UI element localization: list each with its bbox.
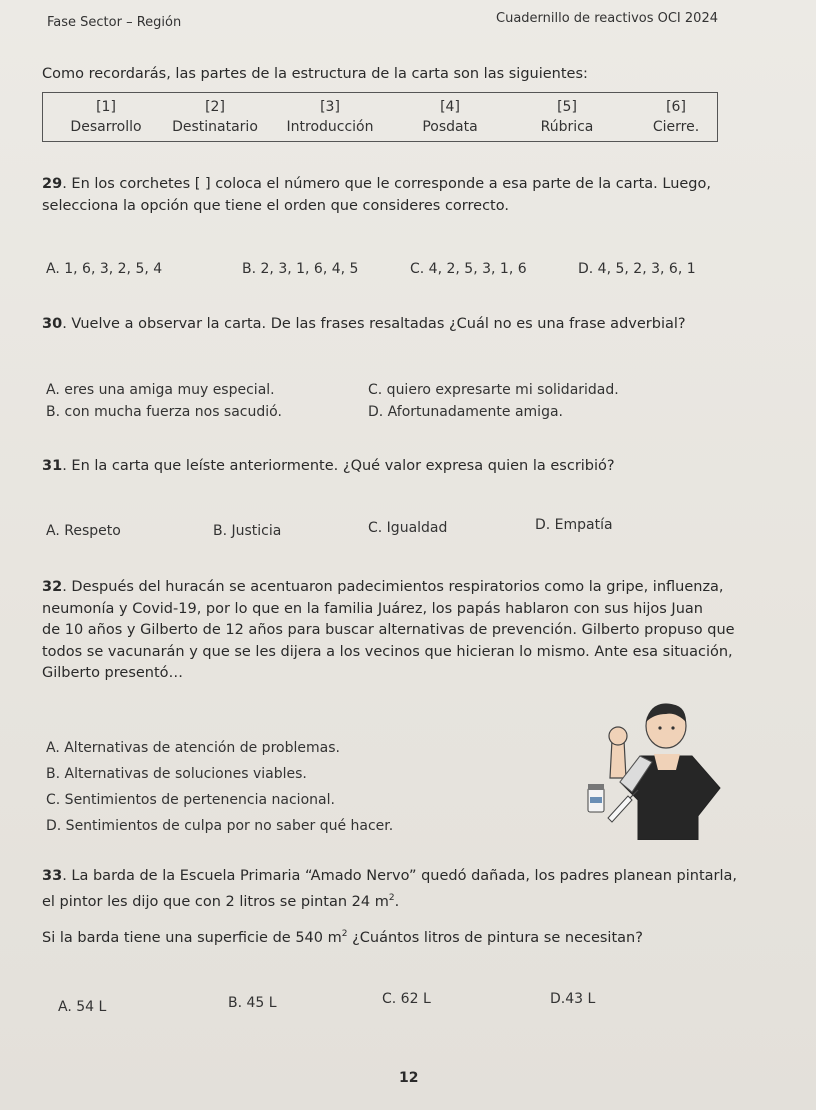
question-number: 30 (42, 316, 63, 332)
question-text: el pintor les dijo que con 2 litros se pintan 24 m (42, 893, 389, 910)
part-label: Introducción (286, 119, 374, 135)
question-29 (42, 174, 782, 217)
part-cell (509, 97, 625, 137)
superscript: 2 (388, 892, 395, 903)
header-right: Cuadernillo de reactivos OCI 2024 (496, 11, 718, 26)
part-number: [2] (205, 99, 225, 115)
question-32 (42, 577, 782, 685)
question-33-prompt (42, 924, 802, 949)
option-c[interactable]: C. Sentimientos de pertenencia nacional. (46, 792, 335, 808)
part-number: [1] (96, 99, 116, 115)
page-number: 12 (399, 1070, 419, 1086)
part-cell (269, 97, 391, 137)
part-cell (51, 97, 161, 137)
intro-text: Como recordarás, las partes de la estructura de la carta son las siguientes: (42, 66, 588, 82)
question-text: Si la barda tiene una superficie de 540 m (42, 929, 342, 946)
question-text: de 10 años y Gilberto de 12 años para buscar alternativas de prevención. Gilberto propuso que (42, 622, 735, 638)
letter-parts-table (42, 92, 718, 142)
option-b[interactable]: B. con mucha fuerza nos sacudió. (46, 404, 282, 420)
option-a[interactable]: A. Respeto (46, 523, 121, 539)
option-d[interactable]: D. Sentimientos de culpa por no saber qué hacer. (46, 818, 394, 834)
option-c[interactable]: C. Igualdad (368, 520, 448, 536)
part-label: Cierre. (652, 119, 700, 135)
question-text: . En los corchetes [ ] coloca el número que le corresponde a esa parte de la carta. Luego, (62, 176, 711, 192)
option-b[interactable]: B. Justicia (213, 523, 282, 539)
option-b[interactable]: B. 45 L (228, 995, 277, 1011)
part-label: Desarrollo (70, 119, 142, 135)
question-number: 29 (42, 176, 63, 192)
question-text: . Vuelve a observar la carta. De las frases resaltadas ¿Cuál no es una frase adverbial? (62, 316, 686, 332)
question-number: 32 (42, 579, 63, 595)
option-b[interactable]: B. 2, 3, 1, 6, 4, 5 (242, 261, 359, 277)
question-33 (42, 866, 802, 913)
part-label: Posdata (422, 119, 478, 135)
option-a[interactable]: A. eres una amiga muy especial. (46, 382, 275, 398)
option-d[interactable]: D.43 L (550, 991, 596, 1007)
question-text: Gilberto presentó… (42, 665, 184, 681)
part-number: [4] (440, 99, 460, 115)
option-c[interactable]: C. 62 L (382, 991, 431, 1007)
option-a[interactable]: A. Alternativas de atención de problemas. (46, 740, 340, 756)
question-text: todos se vacunarán y que se les dijera a los vecinos que hicieran lo mismo. Ante esa situación, (42, 643, 733, 660)
question-text: . Después del huracán se acentuaron padecimientos respiratorios como la gripe, influenza, (62, 579, 724, 595)
question-text: neumonía y Covid-19, por lo que en la familia Juárez, los papás hablaron con sus hijos Juan (42, 600, 703, 617)
part-cell (391, 97, 509, 137)
option-a[interactable]: A. 54 L (58, 999, 107, 1015)
option-d[interactable]: D. Empatía (535, 517, 613, 533)
option-b[interactable]: B. Alternativas de soluciones viables. (46, 766, 307, 782)
question-number: 33 (42, 868, 63, 884)
part-label: Destinatario (172, 119, 258, 135)
part-label: Rúbrica (540, 119, 594, 135)
question-31 (42, 456, 782, 478)
option-c[interactable]: C. 4, 2, 5, 3, 1, 6 (410, 261, 527, 277)
question-text: . (394, 893, 400, 910)
question-text: ¿Cuántos litros de pintura se necesitan? (347, 929, 643, 946)
part-number: [3] (320, 99, 340, 115)
part-number: [5] (557, 99, 577, 115)
superscript: 2 (341, 929, 348, 939)
option-a[interactable]: A. 1, 6, 3, 2, 5, 4 (46, 261, 163, 277)
option-c[interactable]: C. quiero expresarte mi solidaridad. (368, 382, 619, 398)
question-text: selecciona la opción que tiene el orden que consideres correcto. (42, 197, 509, 214)
question-text: . En la carta que leíste anteriormente. ¿Qué valor expresa quien la escribió? (62, 458, 615, 474)
option-d[interactable]: D. Afortunadamente amiga. (368, 404, 563, 420)
question-30 (42, 314, 782, 336)
part-number: [6] (666, 99, 686, 115)
vaccinated-boy-illustration (580, 700, 730, 840)
header-left: Fase Sector – Región (47, 15, 182, 30)
part-cell (161, 97, 269, 137)
part-cell (625, 97, 727, 137)
question-text: . La barda de la Escuela Primaria “Amado Nervo” quedó dañada, los padres planean pintarla, (62, 868, 738, 884)
question-number: 31 (42, 458, 63, 474)
option-d[interactable]: D. 4, 5, 2, 3, 6, 1 (578, 261, 696, 277)
